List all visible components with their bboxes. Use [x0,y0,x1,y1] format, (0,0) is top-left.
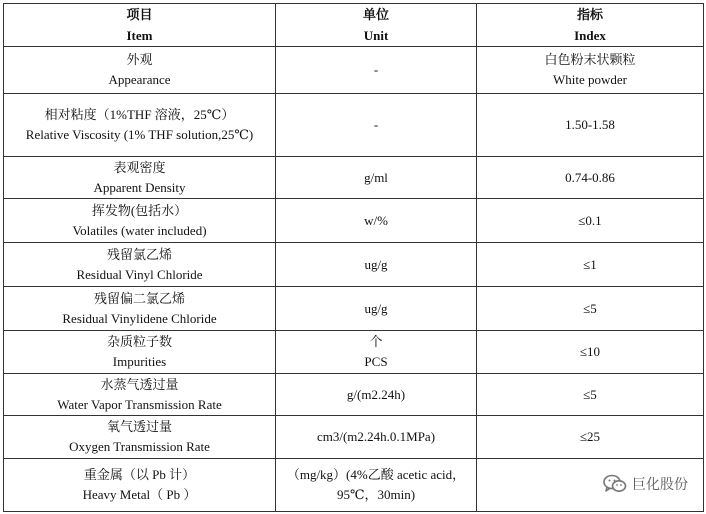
table-row [4,459,704,512]
item-cell [4,199,276,243]
index-cell: ≤5 [477,374,704,416]
watermark-text: 巨化股份 [632,477,688,493]
item-cn: 挥发物(包括水） [91,202,188,218]
index-cell: 1.50-1.58 [477,94,704,157]
item-cn: 相对粘度（1%THF 溶液，25℃） [44,107,235,122]
index-cell [477,47,704,94]
index-en: White powder [552,72,627,87]
specification-table [3,3,704,512]
item-cell [4,331,276,374]
item-en: Volatiles (water included) [72,222,207,238]
unit-line-2: 95℃，30min) [336,487,416,502]
unit-cell: ug/g [276,287,477,331]
item-cell [4,374,276,416]
unit-line-1: （mg/kg）(4%乙酸 acetic acid， [286,467,466,482]
item-cn: 氧气透过量 [106,419,172,434]
item-cn: 残留偏二氯乙烯 [93,290,185,306]
item-cn: 重金属（以 Pb 计） [83,467,196,482]
unit-en: PCS [364,354,388,369]
table-row [4,94,704,157]
header-item-cn: 项目 [126,7,153,22]
item-en: Relative Viscosity (1% THF solution,25℃) [25,127,254,142]
index-cell: 0.74-0.86 [477,157,704,199]
item-cell [4,94,276,157]
index-cn: 白色粉末状颗粒 [544,52,636,67]
wechat-watermark [603,471,688,497]
table-row [4,243,704,287]
index-cell: ≤0.1 [477,199,704,243]
unit-cell: ug/g [276,243,477,287]
item-cn: 外观 [126,52,153,67]
header-index-cn: 指标 [576,7,603,22]
item-cell [4,157,276,199]
item-en: Residual Vinyl Chloride [76,266,203,282]
header-index [477,4,704,47]
index-cell: ≤5 [477,287,704,331]
item-cn: 残留氯乙烯 [106,246,172,262]
table-header-row [4,4,704,47]
table-row [4,331,704,374]
table-row [4,47,704,94]
table-row [4,374,704,416]
item-cell [4,47,276,94]
unit-cell [276,331,477,374]
wechat-icon [603,474,627,494]
item-cell [4,243,276,287]
item-en: Impurities [112,354,167,369]
unit-cell [276,459,477,512]
header-unit [276,4,477,47]
item-cell [4,416,276,459]
item-en: Water Vapor Transmission Rate [57,396,222,412]
table-row [4,157,704,199]
index-cell: ≤10 [477,331,704,374]
item-en: Apparent Density [93,179,186,195]
header-index-en: Index [574,28,606,43]
item-en: Residual Vinylidene Chloride [62,310,217,326]
table-row [4,199,704,243]
item-cn: 杂质粒子数 [106,334,172,349]
item-cell [4,287,276,331]
unit-cell: g/ml [276,157,477,199]
header-unit-cn: 单位 [362,7,389,22]
index-cell: ≤1 [477,243,704,287]
unit-cn: 个 [369,334,383,349]
index-cell: ≤25 [477,416,704,459]
item-cn: 水蒸气透过量 [100,376,179,392]
table-row [4,416,704,459]
unit-cell: g/(m2.24h) [276,374,477,416]
item-en: Appearance [108,72,171,87]
unit-cell: - [276,94,477,157]
unit-cell: - [276,47,477,94]
item-cell [4,459,276,512]
item-en: Heavy Metal（ Pb ） [82,487,197,502]
header-item [4,4,276,47]
header-unit-en: Unit [363,28,389,43]
item-en: Oxygen Transmission Rate [69,439,210,454]
table-row [4,287,704,331]
item-cn: 表观密度 [113,159,166,175]
unit-cell: w/% [276,199,477,243]
unit-cell: cm3/(m2.24h.0.1MPa) [276,416,477,459]
header-item-en: Item [126,28,153,43]
